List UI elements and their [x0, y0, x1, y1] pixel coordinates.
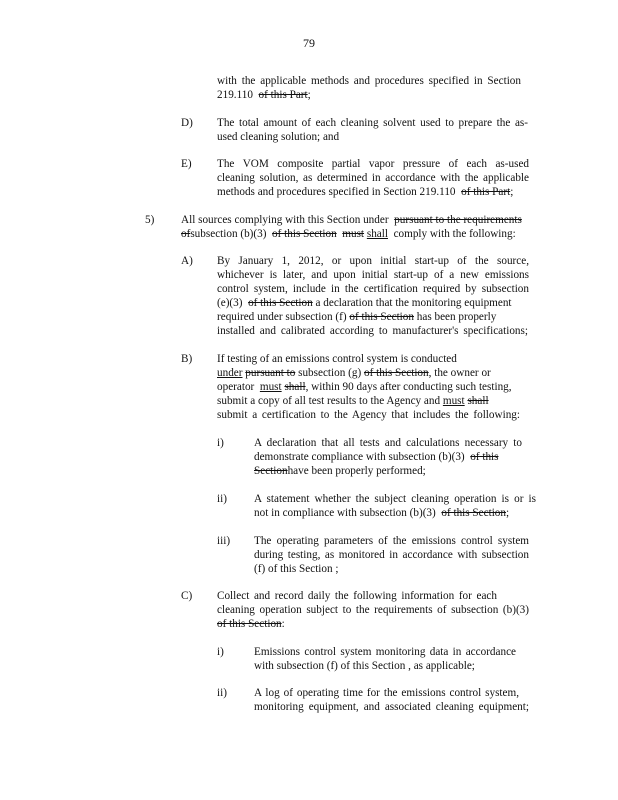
text-span: comply with the following:	[393, 228, 516, 240]
paragraph-line	[181, 213, 522, 227]
paragraph-line: A statement whether the subject cleaning operation is or is	[254, 493, 536, 505]
item-label-C: C)	[181, 590, 193, 602]
paragraph-line: cleaning solution, as determined in accordance with the applicable	[217, 172, 529, 184]
paragraph-line: with the applicable methods and procedures specified in Section	[217, 75, 521, 87]
inserted-text: shall	[366, 228, 388, 240]
paragraph-line	[217, 185, 513, 199]
paragraph-line	[254, 464, 426, 478]
paragraph-line: with subsection (f) of this Section , as applicable;	[254, 660, 475, 672]
struck-text: of this Section	[217, 618, 282, 630]
subitem-label-Bii: ii)	[217, 493, 227, 505]
text-span: ;	[510, 186, 514, 198]
subitem-label-Ci: i)	[217, 646, 224, 658]
paragraph-line: used cleaning solution; and	[217, 131, 340, 143]
inserted-text: must	[259, 381, 282, 393]
paragraph-line	[217, 617, 285, 631]
paragraph-line: during testing, as monitored in accordance with subsection	[254, 549, 529, 561]
paragraph-line: The total amount of each cleaning solvent used to prepare the as-	[217, 117, 528, 129]
item-label-E: E)	[181, 158, 192, 170]
item-label-A: A)	[181, 255, 193, 267]
paragraph-line: control system, include in the certification required by subsection	[217, 283, 529, 295]
text-span: ;	[307, 89, 311, 101]
text-span: (e)(3)	[217, 297, 243, 309]
inserted-text: under	[217, 367, 243, 379]
struck-text: of this Section	[349, 311, 414, 323]
struck-text: of this Part	[461, 186, 511, 198]
text-span: submit a copy of all test results to the Agency and	[217, 395, 441, 407]
struck-text: of this Part	[258, 89, 308, 101]
text-span: not in compliance with subsection (b)(3)	[254, 507, 436, 519]
struck-text: of this Section	[272, 228, 337, 240]
item-label-5: 5)	[145, 214, 155, 226]
paragraph-line: submit a certification to the Agency that includes the following:	[217, 409, 520, 421]
paragraph-line: The VOM composite partial vapor pressure of each as-used	[217, 158, 529, 170]
text-span: a declaration that the monitoring equipment	[315, 297, 512, 309]
paragraph-line: Collect and record daily the following information for each	[217, 590, 497, 602]
text-span: , the owner or	[428, 367, 491, 379]
paragraph-line: By January 1, 2012, or upon initial start-up of the source,	[217, 255, 529, 267]
subitem-label-Cii: ii)	[217, 687, 227, 699]
struck-text: of	[181, 228, 191, 240]
paragraph-line: whichever is later, and upon initial start-up of a new emissions	[217, 269, 529, 281]
paragraph-line	[217, 366, 491, 380]
paragraph-line: (f) of this Section ;	[254, 563, 339, 575]
paragraph-line: A declaration that all tests and calculations necessary to	[254, 437, 522, 449]
paragraph-line: If testing of an emissions control system is conducted	[217, 353, 457, 365]
struck-text: Section	[254, 465, 288, 477]
paragraph-line	[217, 310, 496, 324]
struck-text: must	[342, 228, 365, 240]
paragraph-line	[254, 506, 509, 520]
struck-text: of this Section	[363, 367, 429, 379]
text-span: methods and procedures specified in Section 219.110	[217, 186, 456, 198]
paragraph-line	[217, 394, 489, 408]
inserted-text: must	[442, 395, 465, 407]
text-span: ;	[506, 507, 510, 519]
struck-text: pursuant to the requirements	[394, 214, 522, 226]
paragraph-line: installed and calibrated according to manufacturer's specifications;	[217, 325, 528, 337]
struck-text: of this Section	[441, 507, 506, 519]
text-span: 219.110	[217, 89, 253, 101]
paragraph-line: The operating parameters of the emissions control system	[254, 535, 529, 547]
paragraph-line: Emissions control system monitoring data in accordance	[254, 646, 516, 658]
paragraph-line: monitoring equipment, and associated cleaning equipment;	[254, 701, 529, 713]
paragraph-line	[181, 227, 516, 241]
text-span: have been properly performed;	[287, 465, 426, 477]
paragraph-line	[217, 296, 512, 310]
struck-text: shall	[467, 395, 489, 407]
text-span: operator	[217, 381, 255, 393]
text-span: required under subsection (f)	[217, 311, 347, 323]
text-span: subsection (b)(3)	[190, 228, 267, 240]
struck-text: of this Section	[248, 297, 313, 309]
paragraph-line: A log of operating time for the emissions control system,	[254, 687, 519, 699]
text-span: , within 90 days after conducting such testing,	[305, 381, 512, 393]
struck-text: of this	[470, 451, 499, 463]
item-label-D: D)	[181, 117, 193, 129]
text-span: demonstrate compliance with subsection (b)(3)	[254, 451, 465, 463]
text-span: :	[281, 618, 285, 630]
struck-text: shall	[284, 381, 306, 393]
paragraph-line	[217, 380, 512, 394]
paragraph-line: cleaning operation subject to the requirements of subsection (b)(3)	[217, 604, 529, 616]
text-span: All sources complying with this Section under	[181, 214, 389, 226]
paragraph-line	[254, 450, 499, 464]
item-label-B: B)	[181, 353, 193, 365]
text-span: subsection (g)	[298, 367, 362, 379]
paragraph-line	[217, 88, 311, 102]
subitem-label-Biii: iii)	[217, 535, 231, 547]
page-number: 79	[303, 36, 315, 50]
text-span: has been properly	[416, 311, 497, 323]
subitem-label-Bi: i)	[217, 437, 224, 449]
struck-text: pursuant to	[245, 367, 296, 379]
